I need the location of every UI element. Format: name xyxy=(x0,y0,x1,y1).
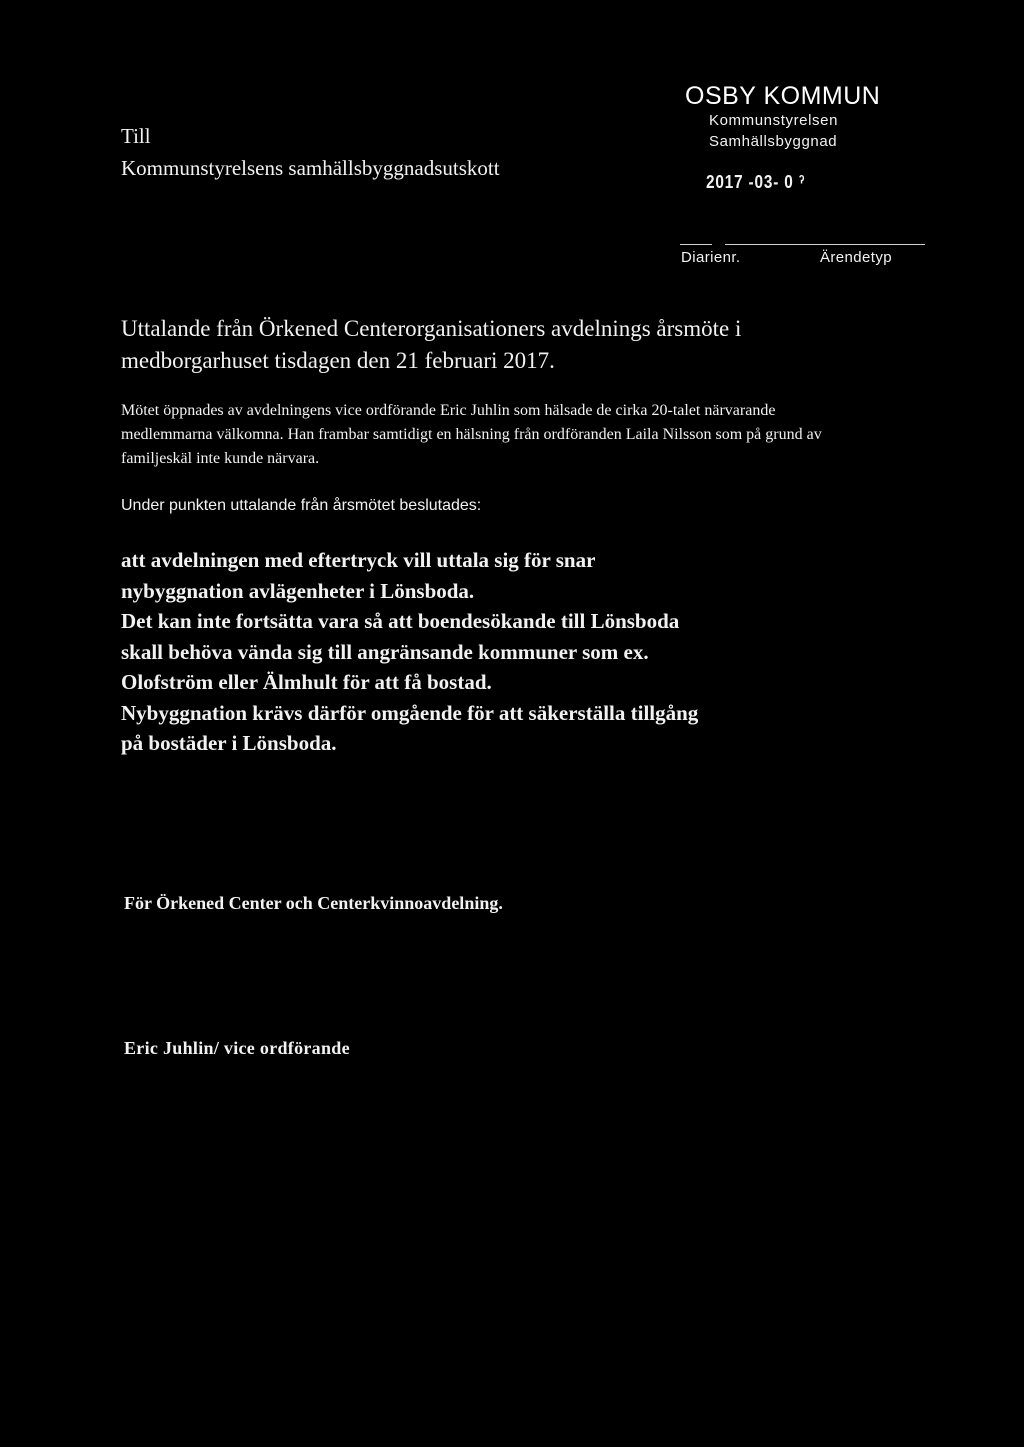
resolution-line: på bostäder i Lönsboda. xyxy=(121,731,337,755)
decision-lead-in: Under punkten uttalande från årsmötet beslutades: xyxy=(121,497,482,514)
signature-line: Eric Juhlin/ vice ordförande xyxy=(124,1038,350,1058)
stamp-divider xyxy=(680,244,712,245)
stamp-organization: OSBY KOMMUN xyxy=(685,82,881,110)
stamp-case-type-label: Ärendetyp xyxy=(820,249,892,266)
stamp-diary-number-label: Diarienr. xyxy=(681,249,741,266)
recipient-label: Till xyxy=(121,124,151,148)
stamp-unit: Samhällsbyggnad xyxy=(709,133,838,150)
document-heading: Uttalande från Örkened Centerorganisationers avdelnings årsmöte i medborgarhuset tisdagen den 21 februari 2017. xyxy=(121,316,742,373)
resolution-line: Olofström eller Älmhult för att få bostad. xyxy=(121,670,492,694)
stamp-divider xyxy=(725,244,925,245)
resolution-line: Nybyggnation krävs därför omgående för att säkerställa tillgång xyxy=(121,700,699,725)
resolution-line: nybyggnation avlägenheter i Lönsboda. xyxy=(121,578,475,603)
resolution-text xyxy=(121,545,881,759)
stamp-received-date: 2017 -03- 0 ˀ xyxy=(706,172,806,192)
closing-line: För Örkened Center och Centerkvinnoavdelning. xyxy=(124,893,503,913)
recipient-name: Kommunstyrelsens samhällsbyggnadsutskott xyxy=(121,156,500,180)
resolution-line: Det kan inte fortsätta vara så att boendesökande till Lönsboda xyxy=(121,609,680,633)
intro-paragraph: Mötet öppnades av avdelningens vice ordförande Eric Juhlin som hälsade de cirka 20-talet närvarande medlemmarna välkomna. Han frambar samtidigt en hälsning från ordföranden Laila Nilsson som på grund av familjeskäl inte kunde närvara. xyxy=(121,402,822,467)
resolution-line: skall behöva vända sig till angränsande kommuner som ex. xyxy=(121,639,649,664)
resolution-line: att avdelningen med eftertryck vill uttala sig för snar xyxy=(121,548,596,572)
stamp-department: Kommunstyrelsen xyxy=(709,112,839,129)
